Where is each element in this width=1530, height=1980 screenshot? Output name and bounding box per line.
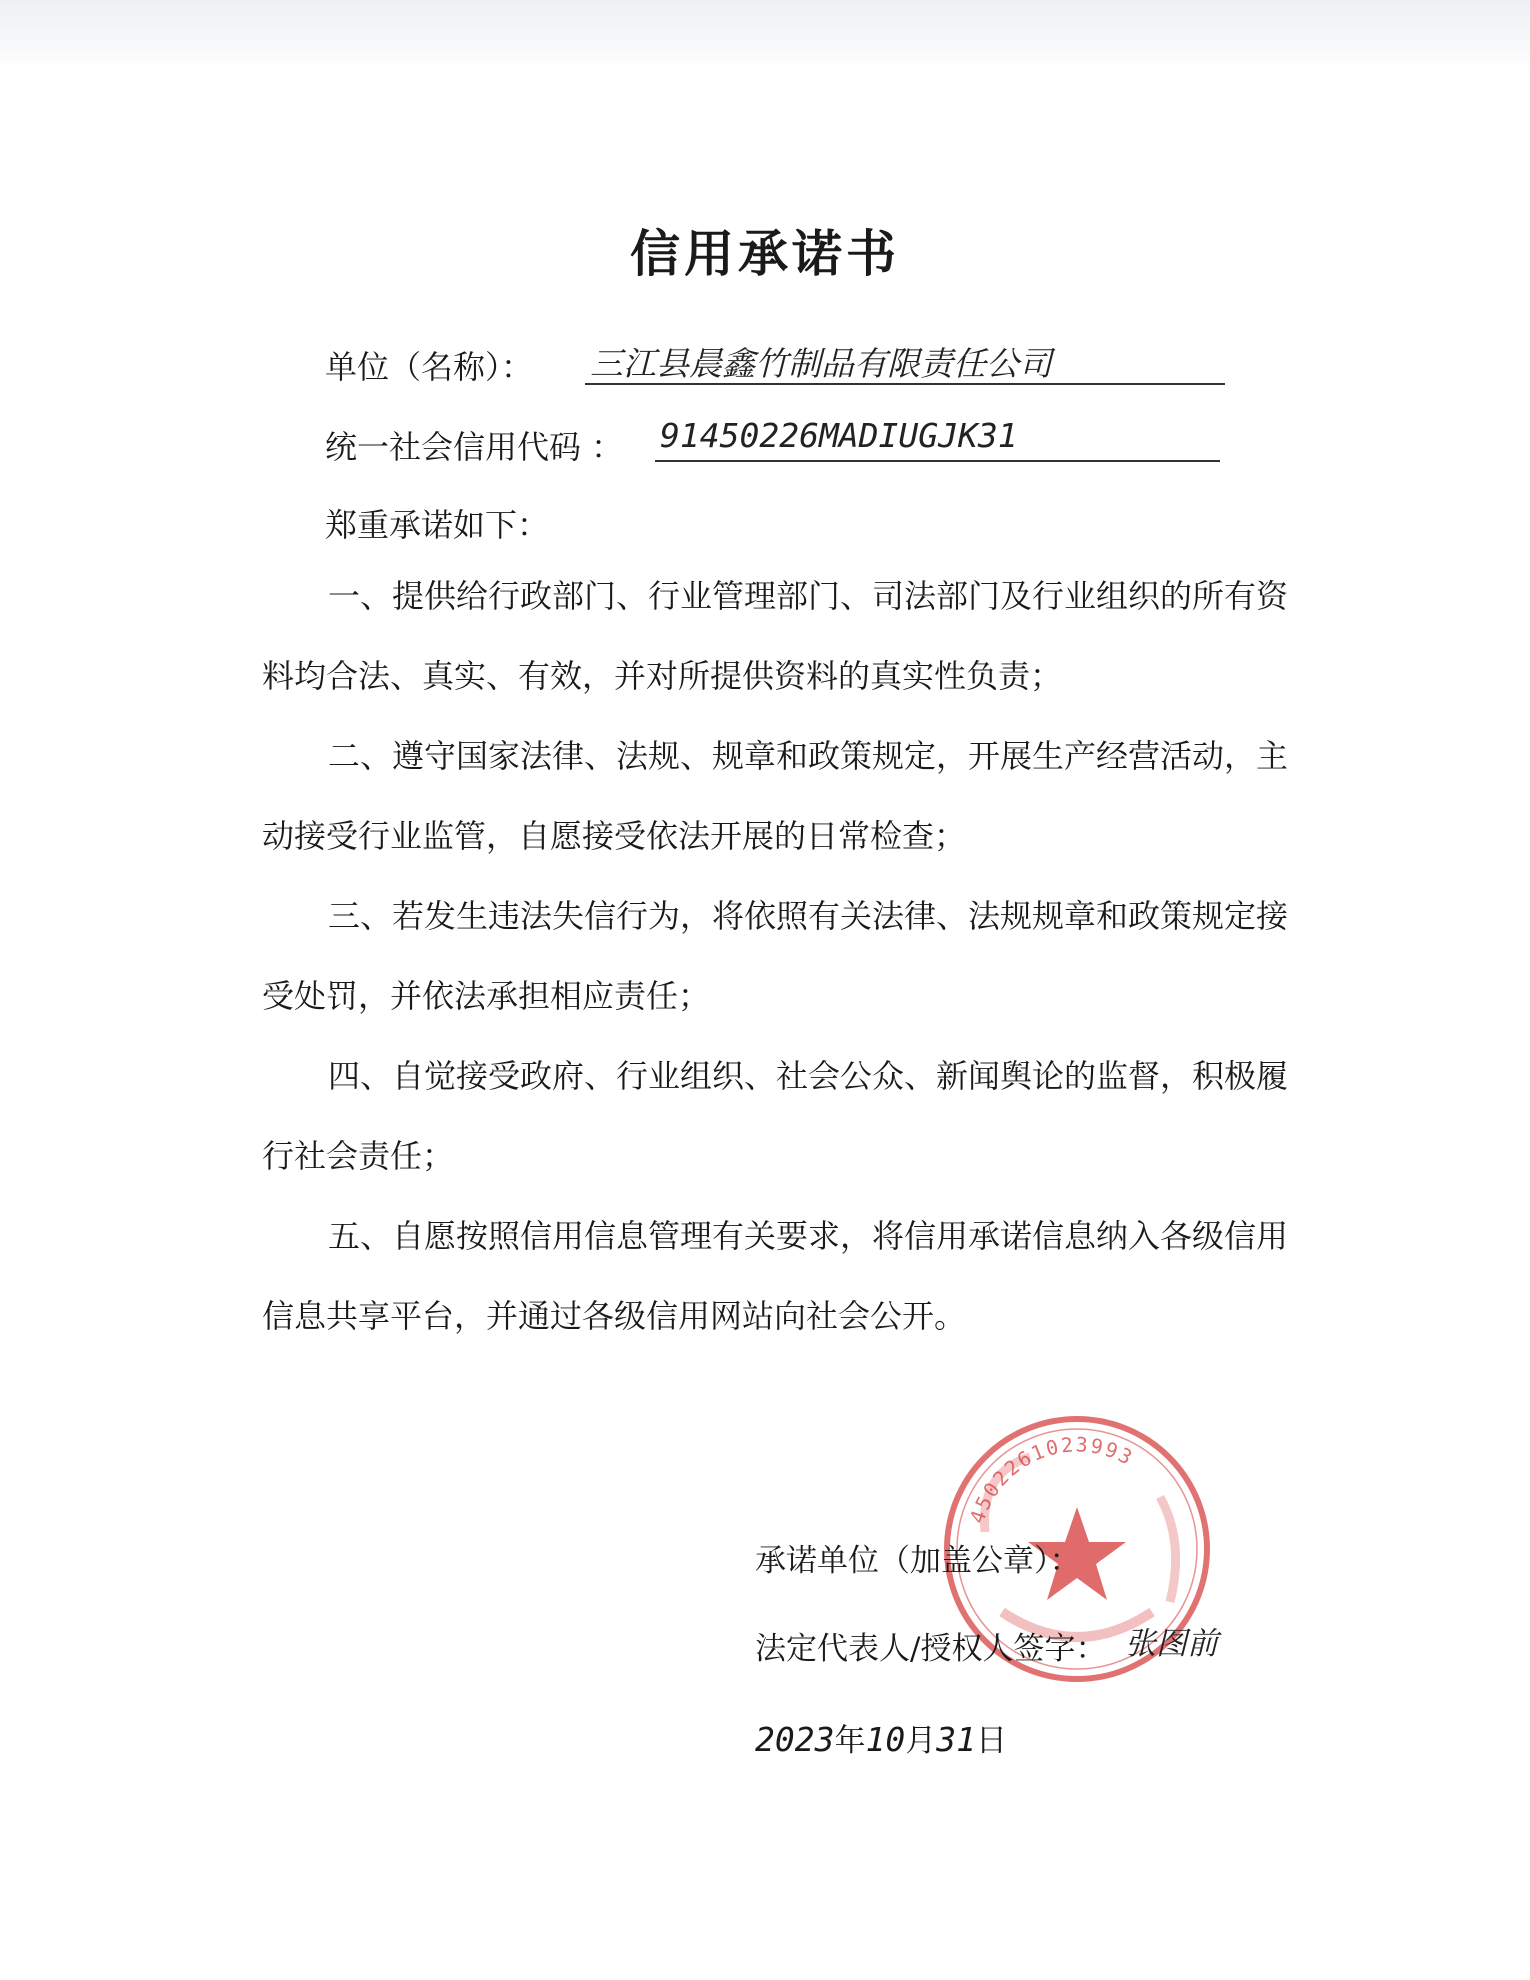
stamp-unit-label: 承诺单位（加盖公章）：: [755, 1543, 1081, 1579]
unit-label: 单位（名称）：: [325, 348, 534, 386]
date-day-char: 日: [975, 1723, 1007, 1759]
unit-underline: [585, 383, 1225, 385]
representative-signature: 张图前: [1125, 1626, 1218, 1662]
intro-text: 郑重承诺如下：: [325, 506, 550, 544]
clause-1: 一、提供给行政部门、行业管理部门、司法部门及行业组织的所有资料均合法、真实、有效，并对所提供资料的真实性负责；: [262, 577, 1289, 695]
scan-edge-shading: [0, 0, 1530, 70]
date-day: 31: [936, 1720, 976, 1759]
clause-3: 三、若发生违法失信行为，将依照有关法律、法规规章和政策规定接受处罚，并依法承担相应责任；: [262, 897, 1289, 1015]
representative-label: 法定代表人/授权人签字：: [755, 1631, 1107, 1667]
document-title: 信用承诺书: [630, 225, 900, 283]
date-month: 10: [865, 1720, 906, 1759]
clause-2: 二、遵守国家法律、法规、规章和政策规定，开展生产经营活动，主动接受行业监管，自愿接受依法开展的日常检查；: [262, 737, 1289, 855]
date-month-char: 月: [905, 1723, 937, 1759]
svg-text:4502261023993: 4502261023993: [964, 1432, 1138, 1527]
clause-4: 四、自觉接受政府、行业组织、社会公众、新闻舆论的监督，积极履行社会责任；: [262, 1057, 1289, 1175]
signing-date: [755, 1715, 1007, 1760]
credit-code-handwritten: 91450226MADIUGJK31: [660, 416, 1018, 455]
clause-5: 五、自愿按照信用信息管理有关要求，将信用承诺信息纳入各级信用信息共享平台，并通过各级信用网站向社会公开。: [262, 1217, 1289, 1335]
credit-code-label: 统一社会信用代码 ：: [325, 428, 624, 466]
unit-value-handwritten: 三江县晨鑫竹制品有限责任公司: [590, 344, 1052, 383]
date-year-char: 年: [834, 1723, 866, 1759]
date-year: 2023: [755, 1720, 835, 1759]
credit-code-underline: [655, 460, 1220, 462]
